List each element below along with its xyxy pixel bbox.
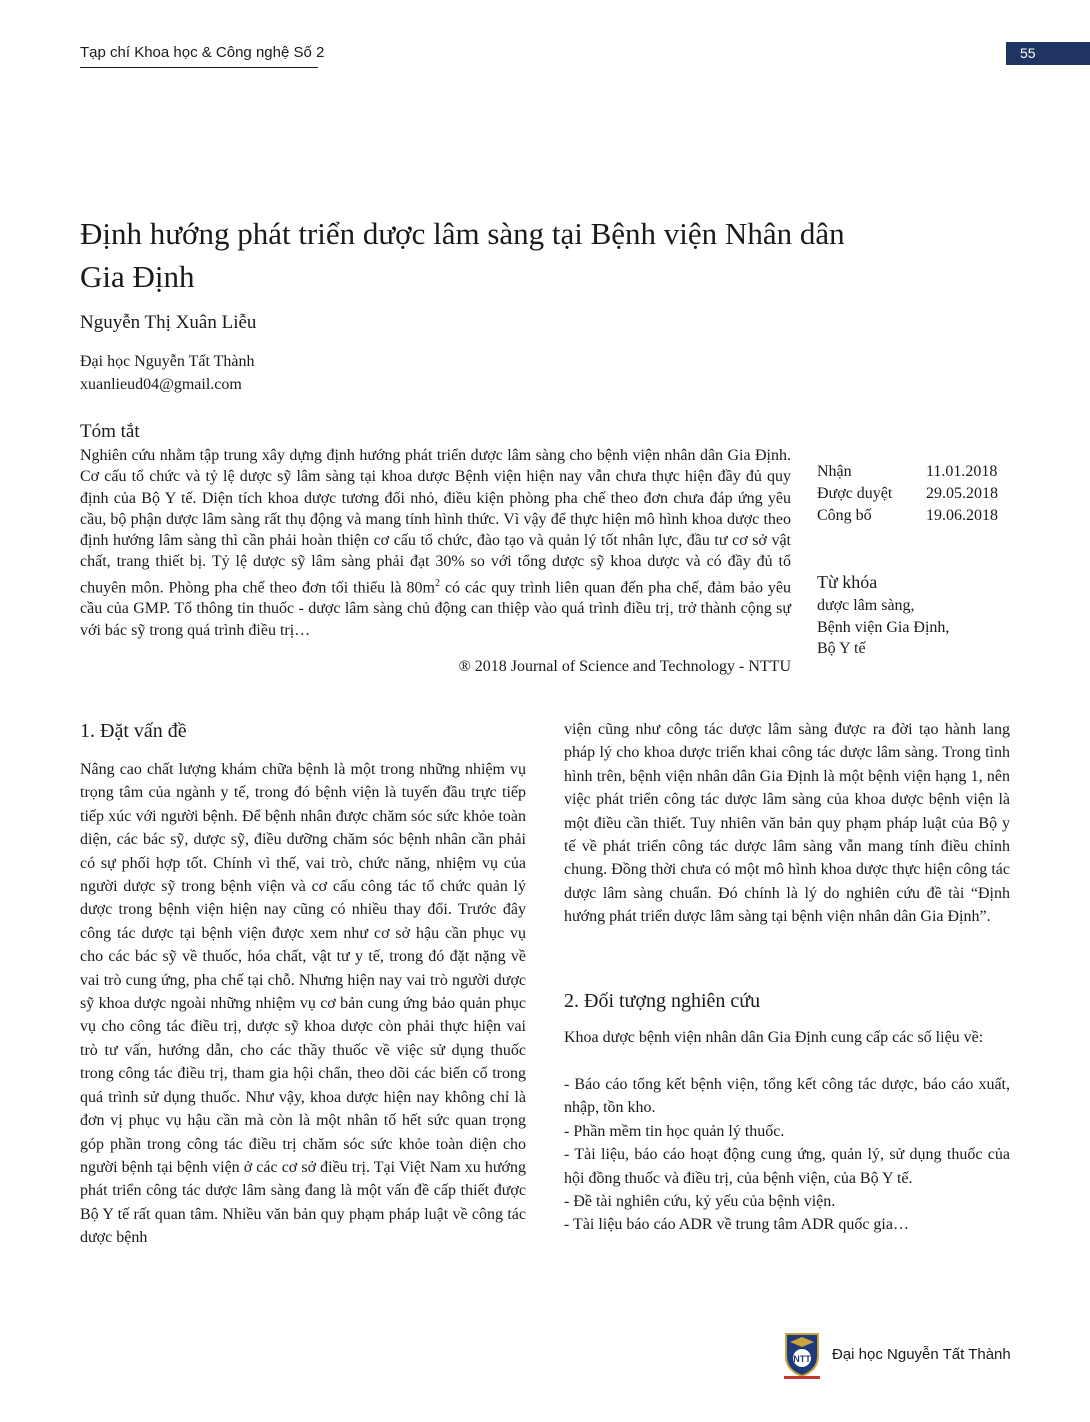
date-label: Công bố <box>817 507 872 524</box>
abstract-text-part-1: Nghiên cứu nhằm tập trung xây dựng định hướng phát triển dược lâm sàng cho bệnh viện nhân dân Gia Định. Cơ cấu tổ chức và tỷ lệ dược sỹ lâm sàng tại khoa dược Bệnh viện hiện nay vẫn chưa thực hiện đầy đủ quy định của Bộ Y tế. Diện tích khoa dược tương đối nhỏ, điều kiện phòng pha chế theo đơn chưa đáp ứng yêu cầu, bộ phận dược lâm sàng rất thụ động và mang tính hình thức. Vì vậy để thực hiện mô hình khoa dược theo định hướng lâm sàng thì cần phải hoàn thiện cơ cấu tổ chức, đào tạo và quản lý tốt nhân lực, đầu tư cơ sở vật chất, trang thiết bị. Tỷ lệ dược sỹ lâm sàng phải đạt 30% so với tổng dược sỹ khoa dược và có đầy đủ tổ chuyên môn. Phòng pha chế theo đơn tối thiểu là 80m <box>80 447 791 597</box>
keyword-item: Bộ Y tế <box>817 640 866 657</box>
date-label: Nhận <box>817 463 852 480</box>
abstract-heading: Tóm tắt <box>80 421 140 442</box>
article-title-line-2: Gia Định <box>80 259 195 294</box>
list-item: - Phần mềm tin học quản lý thuốc. <box>564 1122 785 1140</box>
section-1-paragraph: Nâng cao chất lượng khám chữa bệnh là một trong những nhiệm vụ trọng tâm của ngành y tế, trong đó bệnh viện là tuyến đầu trực tiếp tiếp xúc với người bệnh. Để bệnh nhân được chăm sóc sức khỏe toàn diện, các bác sỹ, dược sỹ, điều dưỡng chăm sóc bệnh nhân cần phải có sự phối hợp tốt. Chính vì thế, vai trò, chức năng, nhiệm vụ của người dược sỹ trong bệnh viện và cơ cấu công tác tổ chức quản lý dược trong bệnh viện hiện nay cũng có nhiều thay đổi. Trước đây công tác dược tại bệnh viện được xem như cơ sở hậu cần phục vụ cho các bác sỹ về thuốc, hóa chất, vật tư y tế, trong đó đặt nặng về vai trò cung ứng, pha chế tại chỗ. Nhưng hiện nay vai trò người dược sỹ khoa dược ngoài những nhiệm vụ cơ bản cung ứng bảo quản phục vụ cho công tác điều trị, dược sỹ khoa dược còn phải thực hiện vai trò tư vấn, hướng dẫn, cho các thầy thuốc về việc sử dụng thuốc trong công tác điều trị, tham gia hội chẩn, theo dõi các biến cố trong quá trình sử dụng thuốc. Như vậy, khoa dược hiện nay không chỉ là đơn vị phục vụ hậu cần mà còn là một nhân tố hết sức quan trọng góp phần trong công tác điều trị chăm sóc sức khỏe toàn diện cho người bệnh tại bệnh viện ở các cơ sở điều trị. Tại Việt Nam xu hướng phát triển công tác dược lâm sàng đang là một vấn đề cấp thiết được Bộ Y tế rất quan tâm. Nhiều văn bản quy phạm pháp luật về công tác dược bệnh <box>80 761 526 1247</box>
page-number: 55 <box>1020 45 1036 61</box>
abstract-superscript: 2 <box>435 577 441 589</box>
affiliation: Đại học Nguyễn Tất Thành <box>80 353 255 370</box>
date-value: 11.01.2018 <box>926 463 998 480</box>
keyword-item: Bệnh viện Gia Định, <box>817 618 950 636</box>
list-item: - Tài liệu, báo cáo hoạt động cung ứng, quản lý, sử dụng thuốc của hội đồng thuốc và điều trị, của bệnh viện, của Bộ Y tế. <box>564 1146 1010 1187</box>
list-item: - Tài liệu báo cáo ADR về trung tâm ADR quốc gia… <box>564 1216 909 1234</box>
section-2-intro: Khoa dược bệnh viện nhân dân Gia Định cung cấp các số liệu về: <box>564 1029 984 1046</box>
keyword-item: dược lâm sàng, <box>817 597 915 614</box>
footer-institution: Đại học Nguyễn Tất Thành <box>832 1346 1011 1363</box>
date-label: Được duyệt <box>817 485 893 502</box>
author-name: Nguyễn Thị Xuân Liễu <box>80 312 257 333</box>
svg-text:NTT: NTT <box>793 1354 811 1364</box>
section-1-heading: 1. Đặt vấn đề <box>80 720 187 742</box>
page-number-badge <box>1006 42 1090 65</box>
ntt-university-logo-icon <box>782 1330 822 1380</box>
section-2-heading: 2. Đối tượng nghiên cứu <box>564 990 761 1012</box>
section-1-continuation: viện cũng như công tác dược lâm sàng được ra đời tạo hành lang pháp lý cho khoa dược triển khai công tác dược lâm sàng. Trong tình hình trên, bệnh viện nhân dân Gia Định là một bệnh viện hạng 1, nên việc phát triển công tác dược lâm sàng của khoa dược bệnh viện là một điều cần thiết. Tuy nhiên văn bản quy phạm pháp luật của Bộ y tế về phát triển công tác dược lâm sàng vẫn mang tính điều chỉnh chung. Đồng thời chưa có một mô hình khoa dược thực hiện công tác dược lâm sàng chuẩn. Đó chính là lý do nghiên cứu đề tài “Định hướng phát triển dược lâm sàng tại bệnh viện nhân dân Gia Định”. <box>564 721 1010 926</box>
list-item: - Báo cáo tổng kết bệnh viện, tổng kết công tác dược, báo cáo xuất, nhập, tồn kho. <box>564 1076 1010 1117</box>
author-email: xuanlieud04@gmail.com <box>80 376 242 393</box>
abstract-text <box>80 445 791 641</box>
abstract-text-part-2: có các quy trình liên quan đến pha chế, đảm bảo yêu cầu của GMP. Tổ thông tin thuốc - dược lâm sàng chủ động can thiệp vào quá trình điều trị, trở thành cộng sự với bác sỹ trong quá trình điều trị… <box>80 579 792 639</box>
date-value: 29.05.2018 <box>926 485 998 502</box>
copyright-notice: ® 2018 Journal of Science and Technology - NTTU <box>458 658 791 675</box>
journal-name: Tạp chí Khoa học & Công nghệ Số 2 <box>80 44 325 61</box>
keywords-heading: Từ khóa <box>817 572 878 592</box>
author-affiliation-block <box>80 350 254 396</box>
article-title <box>80 212 980 298</box>
list-item: - Đề tài nghiên cứu, kỷ yếu của bệnh viện. <box>564 1193 836 1211</box>
header-rule <box>80 67 318 68</box>
keywords-list <box>817 595 949 660</box>
article-title-line-1: Định hướng phát triển dược lâm sàng tại Bệnh viện Nhân dân <box>80 216 845 251</box>
date-value: 19.06.2018 <box>926 507 998 524</box>
section-2-list <box>564 1073 1010 1237</box>
